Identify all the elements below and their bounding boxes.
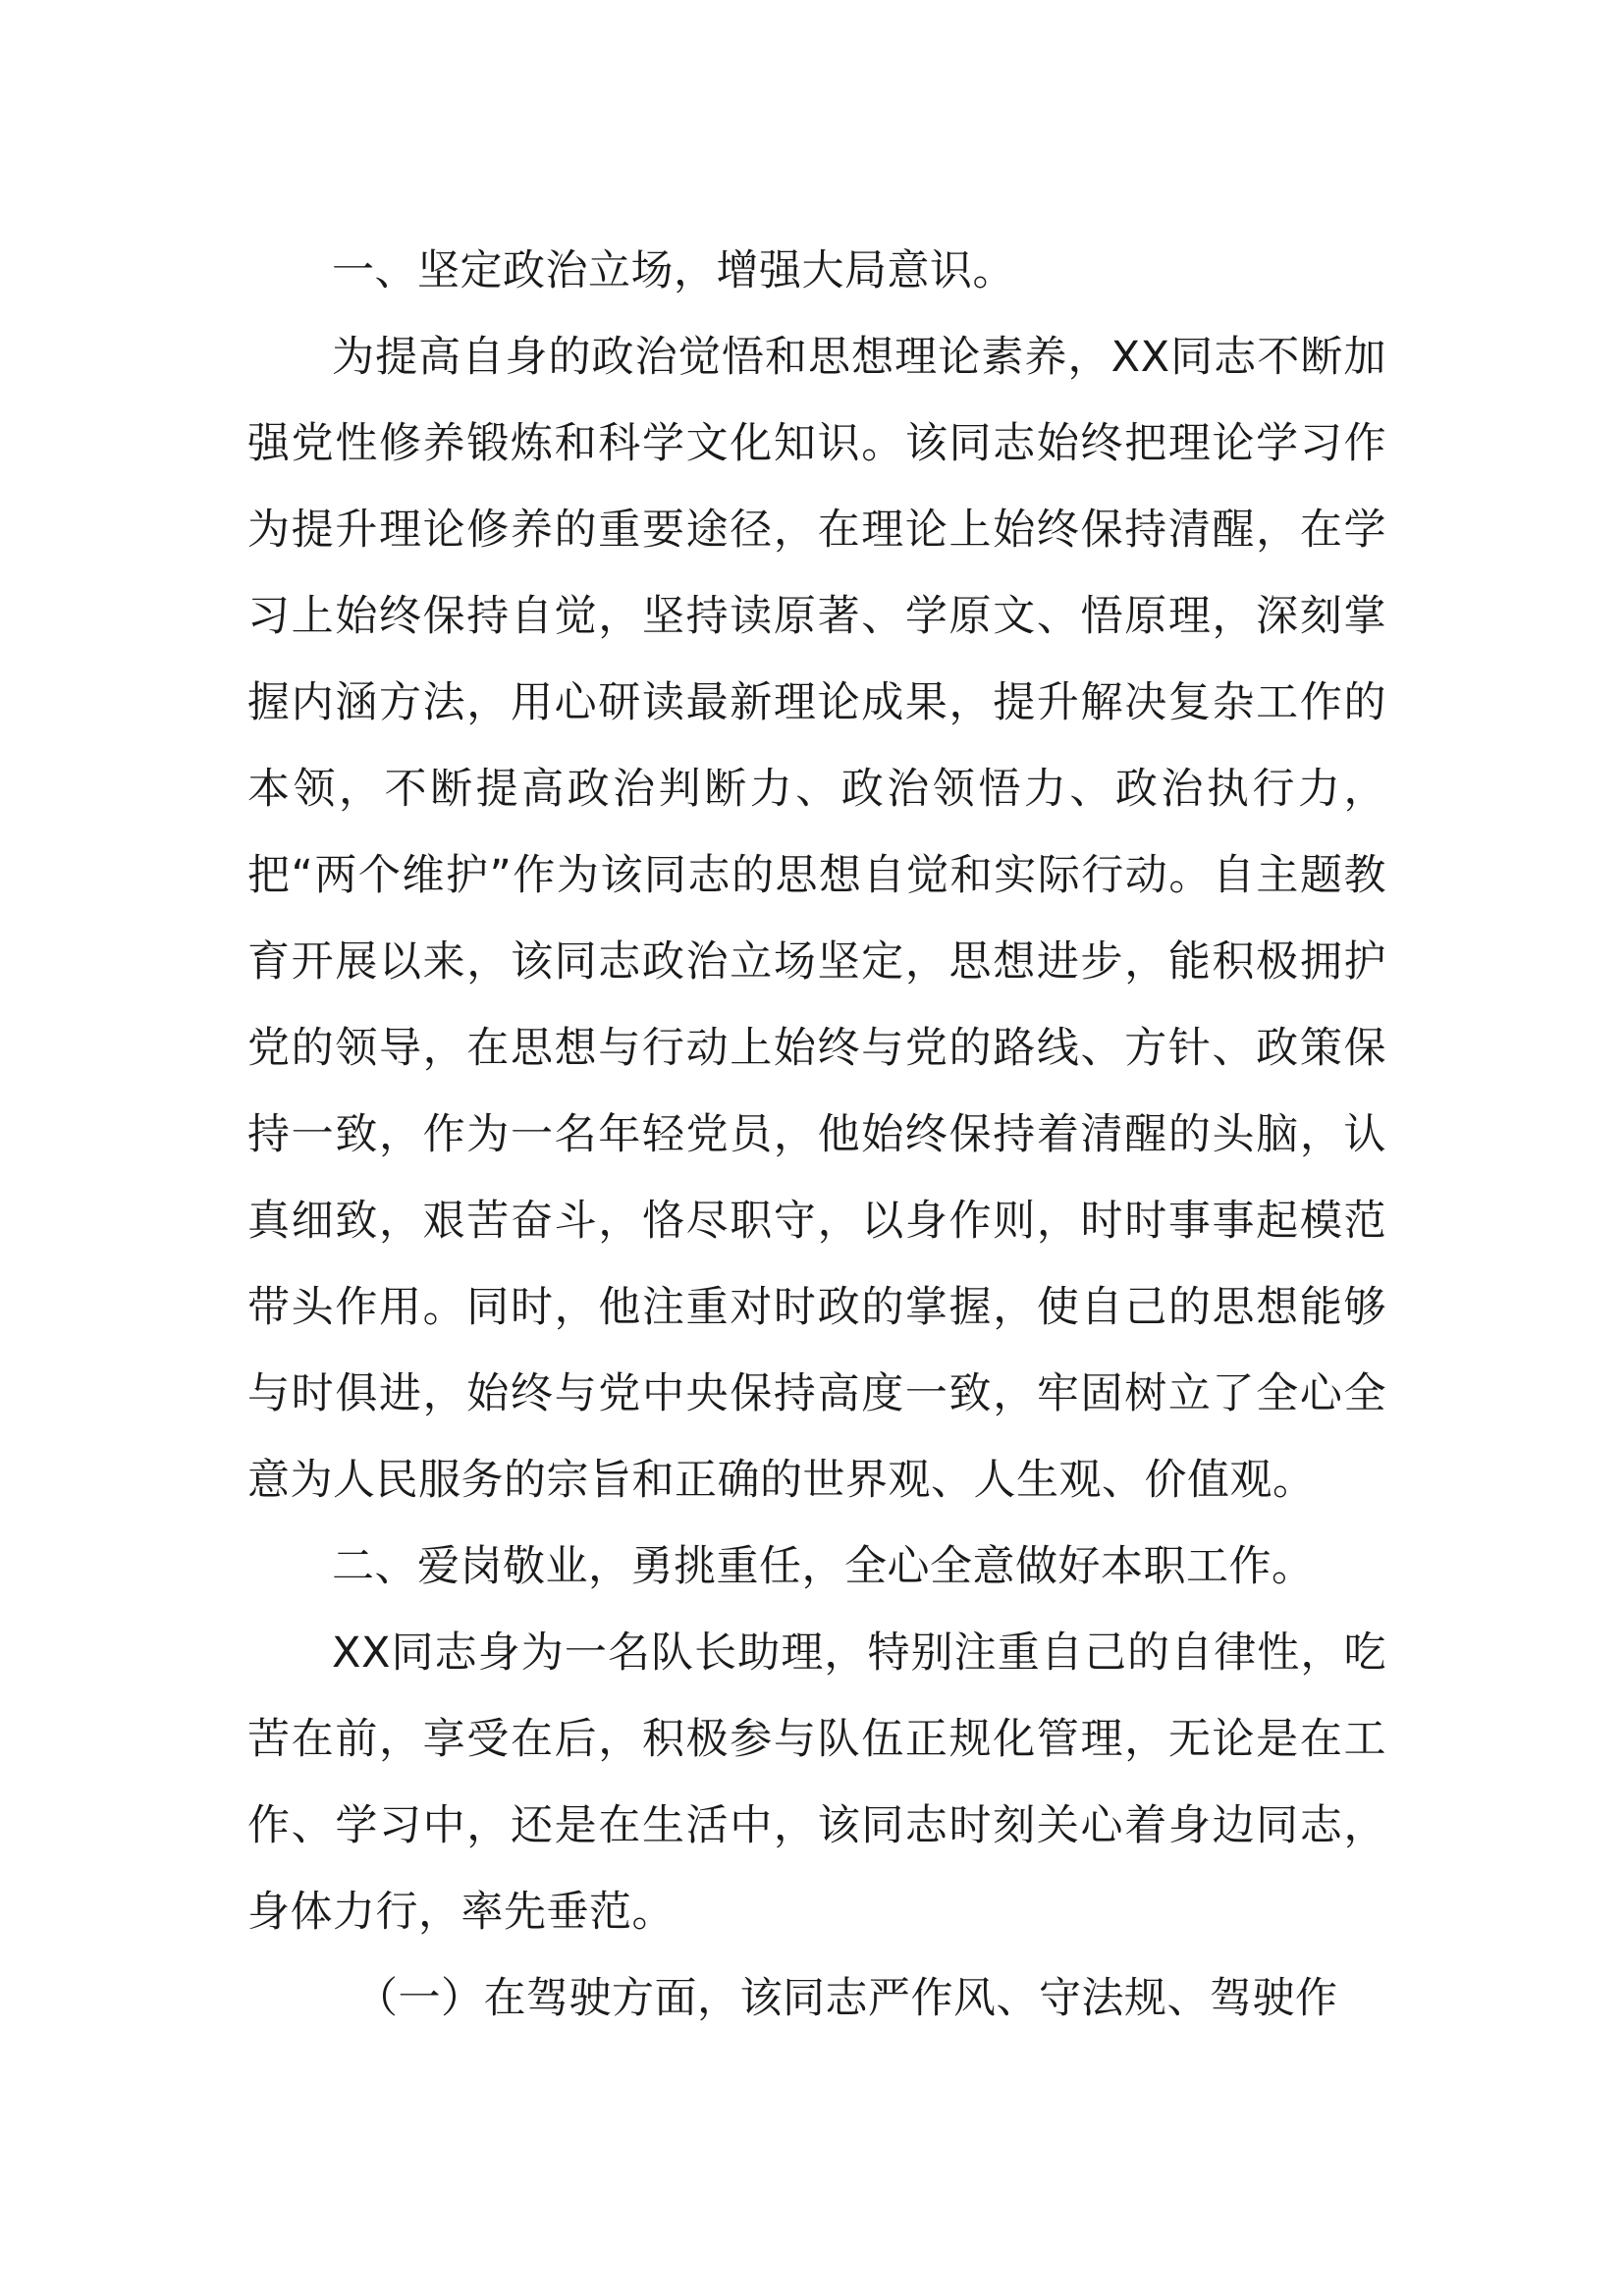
document-page: [247, 228, 1386, 2042]
section2-body: XX同志身为一名队长助理，特别注重自己的自律性，吃苦在前，享受在后，积极参与队伍正规化管理，无论是在工作、学习中，还是在生活中，该同志时刻关心着身边同志，身体力行，率先垂范。: [247, 1629, 1386, 1937]
section1-body: 为提高自身的政治觉悟和思想理论素养，XX同志不断加强党性修养锻炼和科学文化知识。该同志始终把理论学习作为提升理论修养的重要途径，在理论上始终保持清醒，在学习上始终保持自觉，坚持读原著、学原文、悟原理，深刻掌握内涵方法，用心研读最新理论成果，提升解决复杂工作的本领，不断提高政治判断力、政治领悟力、政治执行力，把“两个维护”作为该同志的思想自觉和实际行动。自主题教育开展以来，该同志政治立场坚定，思想进步，能积极拥护党的领导，在思想与行动上始终与党的路线、方针、政策保持一致，作为一名年轻党员，他始终保持着清醒的头脑，认真细致，艰苦奋斗，恪尽职守，以身作则，时时事事起模范带头作用。同时，他注重对时政的掌握，使自己的思想能够与时俱进，始终与党中央保持高度一致，牢固树立了全心全意为人民服务的宗旨和正确的世界观、人生观、价值观。: [247, 333, 1386, 1505]
subsection1-text: （一）在驾驶方面，该同志严作风、守法规、驾驶作: [355, 1974, 1338, 2023]
section1-heading: 一、坚定政治立场，增强大局意识。: [332, 246, 1015, 295]
section2-heading: 二、爱岗敬业，勇挑重任，全心全意做好本职工作。: [332, 1542, 1315, 1591]
